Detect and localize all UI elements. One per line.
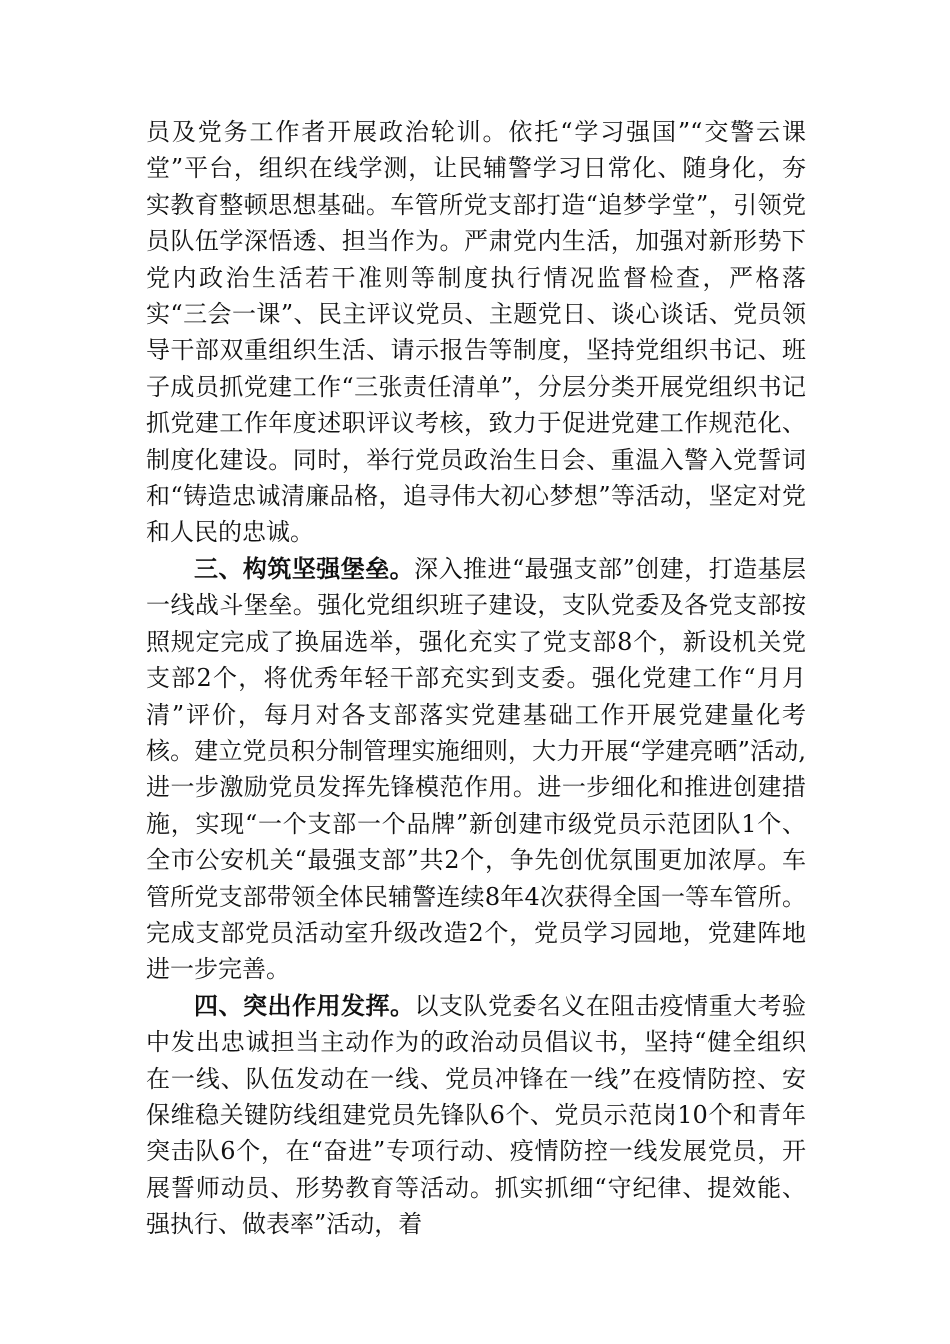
paragraph-text: 员及党务工作者开展政治轮训。依托“学习强国”“交警云课堂”平台，组织在线学测，让民辅警学习日常化、随身化，夯实教育整顿思想基础。车管所党支部打造“追梦学堂”，引领党员队伍学深悟透、担当作为。严肃党内生活，加强对新形势下党内政治生活若干准则等制度执行情况监督检查，严格落实“三会一课”、民主评议党员、主题党日、谈心谈话、党员领导干部双重组织生活、请示报告等制度，坚持党组织书记、班子成员抓党建工作“三张责任清单”，分层分类开展党组织书记抓党建工作年度述职评议考核，致力于促进党建工作规范化、制度化建设。同时，举行党员政治生日会、重温入警入党誓词和“铸造忠诚清廉品格，追寻伟大初心梦想”等活动，坚定对党和人民的忠诚。	[146, 118, 806, 547]
paragraph-text: 以支队党委名义在阻击疫情重大考验中发出忠诚担当主动作为的政治动员倡议书，坚持“健全组织在一线、队伍发动在一线、党员冲锋在一线”在疫情防控、安保维稳关键防线组建党员先锋队6个、党员示范岗10个和青年突击队6个，在“奋进”专项行动、疫情防控一线发展党员，开展誓师动员、形势教育等活动。抓实抓细“守纪律、提效能、强执行、做表率”活动，着	[146, 991, 806, 1239]
paragraph-text: 深入推进“最强支部”创建，打造基层一线战斗堡垒。强化党组织班子建设，支队党委及各党支部按照规定完成了换届选举，强化充实了党支部8个，新设机关党支部2个，将优秀年轻干部充实到支委。强化党建工作“月月清”评价，每月对各支部落实党建基础工作开展党建量化考核。建立党员积分制管理实施细则，大力开展“学建亮晒”活动,进一步激励党员发挥先锋模范作用。进一步细化和推进创建措施，实现“一个支部一个品牌”新创建市级党员示范团队1个、全市公安机关“最强支部”共2个，争先创优氛围更加浓厚。车管所党支部带领全体民辅警连续8年4次获得全国一等车管所。完成支部党员活动室升级改造2个，党员学习园地，党建阵地进一步完善。	[146, 554, 806, 984]
paragraph-continuation	[146, 114, 806, 551]
section-heading: 三、构筑坚强堡垒。	[194, 553, 415, 583]
body-text	[146, 114, 806, 1243]
paragraph-section-three	[146, 551, 806, 988]
paragraph-section-four	[146, 988, 806, 1243]
section-heading: 四、突出作用发挥。	[194, 990, 415, 1020]
